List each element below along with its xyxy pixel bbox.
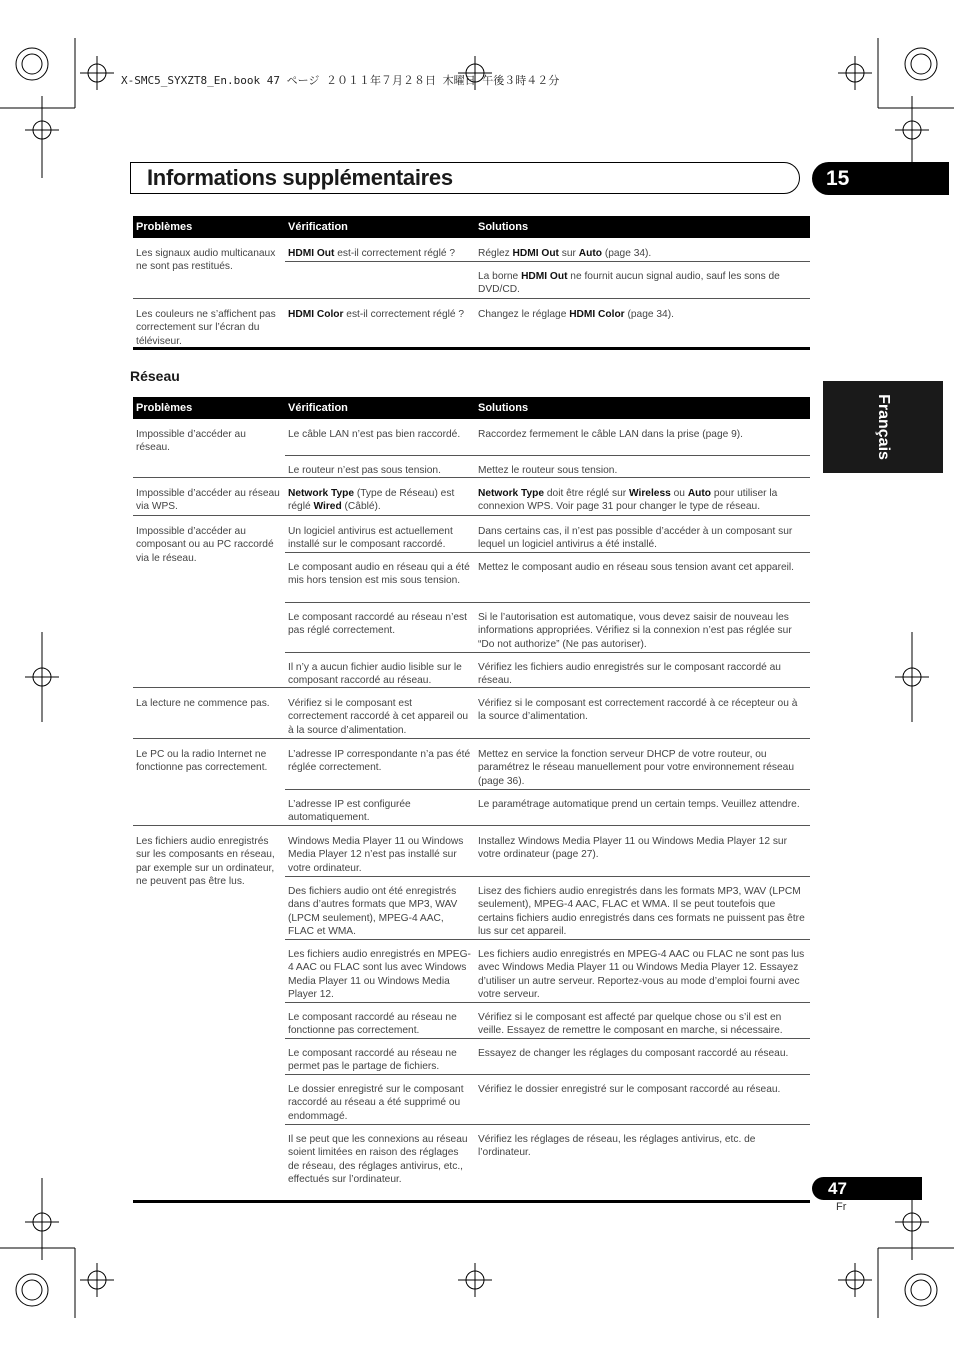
check-cell: Network Type (Type de Réseau) est réglé Wired (Câblé). bbox=[288, 488, 455, 513]
table-header bbox=[133, 397, 810, 419]
solution-cell: Network Type doit être réglé sur Wireless ou Auto pour utiliser la connexion WPS. Voir page 31 pour changer le type de réseau. bbox=[478, 488, 778, 513]
section-heading-network: Réseau bbox=[130, 368, 180, 384]
solution-cell: Vérifiez les fichiers audio enregistrés sur le composant raccordé au réseau. bbox=[478, 662, 781, 687]
chapter-title: Informations supplémentaires bbox=[147, 165, 453, 190]
check-cell: Il se peut que les connexions au réseau soient limitées en raison des réglages de réseau, des réglages antivirus, etc., effectués sur l’ordinateur. bbox=[288, 1134, 468, 1186]
problem-cell: Les signaux audio multicanaux ne sont pas restitués. bbox=[136, 248, 276, 273]
check-cell: HDMI Out est-il correctement réglé ? bbox=[288, 248, 456, 259]
header-problems: Problèmes bbox=[136, 402, 193, 414]
table-row bbox=[133, 516, 810, 688]
check-cell: Un logiciel antivirus est actuellement installé sur le composant raccordé. bbox=[288, 526, 453, 551]
language-tab bbox=[823, 381, 943, 473]
problem-cell: La lecture ne commence pas. bbox=[136, 698, 270, 709]
solution-cell: Dans certains cas, il n’est pas possible d’accéder à un composant sur lequel un logiciel antivirus a été installé. bbox=[478, 526, 793, 551]
header-check: Vérification bbox=[288, 221, 348, 233]
problem-cell: Le PC ou la radio Internet ne fonctionne pas correctement. bbox=[136, 749, 268, 774]
problem-cell: Impossible d’accéder au composant ou au PC raccordé via le réseau. bbox=[136, 526, 274, 564]
table-header bbox=[133, 216, 810, 238]
header-solutions: Solutions bbox=[478, 221, 529, 233]
solution-cell: Vérifiez si le composant est affecté par quelque chose ou s’il est en veille. Essayez de remettre le composant en marche, si nécessaire. bbox=[478, 1012, 783, 1037]
solution-cell: Lisez des fichiers audio enregistrés dans les formats MP3, WAV (LPCM seulement), MPEG-4 AAC, FLAC et WMA. Il se peut toutefois que certains fichiers audio enregistrés dans ces formats ne puissent pas être lus sur cet appareil. bbox=[478, 886, 805, 938]
check-cell: Le dossier enregistré sur le composant raccordé au réseau a été supprimé ou endommagé. bbox=[288, 1084, 464, 1122]
solution-cell: Vérifiez si le composant est correctement raccordé à ce récepteur ou à la source d’alimentation. bbox=[478, 698, 798, 723]
check-cell: HDMI Color est-il correctement réglé ? bbox=[288, 309, 465, 320]
solution-cell: Réglez HDMI Out sur Auto (page 34). bbox=[478, 248, 652, 259]
page-number: 47 bbox=[812, 1177, 922, 1200]
solution-cell: Raccordez fermement le câble LAN dans la prise (page 9). bbox=[478, 429, 744, 440]
check-cell: Le composant audio en réseau qui a été mis hors tension est mis sous tension. bbox=[288, 562, 470, 587]
check-cell: Le composant raccordé au réseau ne permet pas le partage de fichiers. bbox=[288, 1048, 457, 1073]
problem-cell: Les couleurs ne s’affichent pas correctement sur l’écran du téléviseur. bbox=[136, 309, 276, 347]
table-bottom-rule bbox=[133, 1200, 810, 1203]
solution-cell: Vérifiez les réglages de réseau, les réglages antivirus, etc. de l’ordinateur. bbox=[478, 1134, 756, 1159]
language-tab-label: Français bbox=[875, 394, 892, 460]
chapter-number: 15 bbox=[812, 162, 949, 195]
solution-cell: Changez le réglage HDMI Color (page 34). bbox=[478, 309, 674, 320]
check-cell: Il n’y a aucun fichier audio lisible sur le composant raccordé au réseau. bbox=[288, 662, 462, 687]
problem-cell: Impossible d’accéder au réseau. bbox=[136, 429, 246, 454]
table-row bbox=[133, 299, 810, 347]
table-row bbox=[133, 739, 810, 826]
check-cell: Le câble LAN n’est pas bien raccordé. bbox=[288, 429, 461, 440]
check-cell: Le composant raccordé au réseau ne fonctionne pas correctement. bbox=[288, 1012, 457, 1037]
solution-cell: Mettez en service la fonction serveur DHCP de votre routeur, ou paramétrez le réseau manuellement pour votre environnement réseau (page 36). bbox=[478, 749, 794, 787]
problem-cell: Impossible d’accéder au réseau via WPS. bbox=[136, 488, 280, 513]
check-cell: Les fichiers audio enregistrés en MPEG-4 AAC ou FLAC sont lus avec Windows Media Player 11 ou Windows Media Player 12. bbox=[288, 949, 471, 1001]
solution-cell: Essayez de changer les réglages du composant raccordé au réseau. bbox=[478, 1048, 789, 1059]
solution-cell: Mettez le composant audio en réseau sous tension avant cet appareil. bbox=[478, 562, 795, 573]
check-cell: Le routeur n’est pas sous tension. bbox=[288, 465, 441, 476]
solution-cell: Mettez le routeur sous tension. bbox=[478, 465, 618, 476]
page-language: Fr bbox=[836, 1201, 847, 1213]
check-cell: L’adresse IP est configurée automatiquement. bbox=[288, 799, 411, 824]
header-problems: Problèmes bbox=[136, 221, 193, 233]
check-cell: Le composant raccordé au réseau n’est pas réglé correctement. bbox=[288, 612, 467, 637]
solution-cell: Les fichiers audio enregistrés en MPEG-4 AAC ou FLAC ne sont pas lus avec Windows Media Player 11 ou Windows Media Player 12. Essayez d’utiliser un autre serveur. Reportez-vous au mode d’emploi fourni avec votre serveur. bbox=[478, 949, 805, 1001]
solution-cell: Vérifiez le dossier enregistré sur le composant raccordé au réseau. bbox=[478, 1084, 781, 1095]
check-cell: Vérifiez si le composant est correctement raccordé à cet appareil ou à la source d’alimentation. bbox=[288, 698, 469, 736]
table-row bbox=[133, 826, 810, 1200]
table-row bbox=[133, 688, 810, 739]
solution-cell: Le paramétrage automatique prend un certain temps. Veuillez attendre. bbox=[478, 799, 800, 810]
network-table bbox=[133, 397, 810, 1203]
table-row bbox=[133, 238, 810, 299]
hdmi-table bbox=[133, 216, 810, 350]
header-solutions: Solutions bbox=[478, 402, 529, 414]
print-header: X-SMC5_SYXZT8_En.book 47 ページ ２０１１年７月２８日 木曜日 午後３時４２分 bbox=[121, 74, 560, 87]
problem-cell: Les fichiers audio enregistrés sur les composants en réseau, par exemple sur un ordinateur, ne peuvent pas être lus. bbox=[136, 836, 275, 888]
check-cell: L’adresse IP correspondante n’a pas été réglée correctement. bbox=[288, 749, 471, 774]
header-check: Vérification bbox=[288, 402, 348, 414]
solution-cell: Installez Windows Media Player 11 ou Windows Media Player 12 sur votre ordinateur (page 27). bbox=[478, 836, 787, 861]
check-cell: Des fichiers audio ont été enregistrés dans d’autres formats que MP3, WAV (LPCM seulement), MPEG-4 AAC, FLAC et WMA. bbox=[288, 886, 458, 938]
check-cell: Windows Media Player 11 ou Windows Media Player 12 n’est pas installé sur votre ordinateur. bbox=[288, 836, 464, 874]
table-row bbox=[133, 478, 810, 516]
table-row bbox=[133, 419, 810, 478]
solution-cell: Si le l’autorisation est automatique, vous devez saisir de nouveau les informations appropriées. Vérifiez si la connexion n’est pas réglée sur “Do not authorize” (Ne pas autoriser). bbox=[478, 612, 792, 650]
solution-cell: La borne HDMI Out ne fournit aucun signal audio, sauf les sons de DVD/CD. bbox=[478, 271, 780, 296]
